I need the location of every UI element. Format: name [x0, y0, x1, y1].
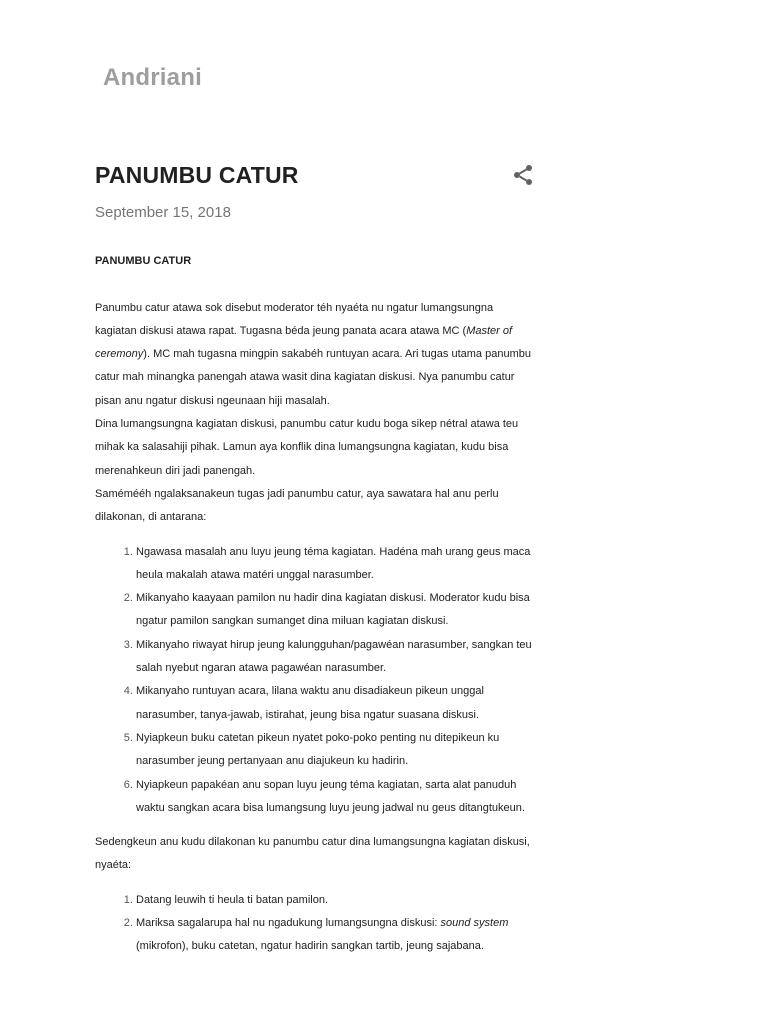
list-item: 4. Mikanyaho runtuyan acara, lilana waktu anu disadiakeun pikeun unggal narasumber, tanya-jawab, istirahat, jeung bisa ngatur suasana diskusi.	[136, 680, 537, 727]
share-icon[interactable]	[511, 163, 535, 187]
post-subheading: PANUMBU CATUR	[95, 255, 192, 267]
list-item: 1. Datang leuwih ti heula ti batan pamilon.	[136, 889, 537, 912]
intro-paragraph-3: Samémééh ngalaksanakeun tugas jadi panumbu catur, aya sawatara hal anu perlu dilakonan, di antarana:	[95, 487, 499, 524]
blog-title-link[interactable]: Andriani	[103, 64, 202, 91]
post-date: September 15, 2018	[95, 204, 231, 221]
post-body	[95, 250, 537, 959]
list-item: 2. Mikanyaho kaayaan pamilon nu hadir dina kagiatan diskusi. Moderator kudu bisa ngatur pamilon sangkan sumanget dina miluan kagiatan diskusi.	[136, 587, 537, 634]
intro-paragraph-2: Dina lumangsungna kagiatan diskusi, panumbu catur kudu boga sikep nétral atawa teu mihak ka salasahiji pihak. Lamun aya konflik dina lumangsungna kagiatan, kudu bisa merenahkeun diri jadi panengah.	[95, 418, 519, 477]
list-item: 5. Nyiapkeun buku catetan pikeun nyatet poko-poko penting nu ditepikeun ku narasumber jeung pertanyaan anu diajukeun ku hadirin.	[136, 727, 537, 774]
post-header	[95, 158, 537, 192]
list-item: 3. Mikanyaho riwayat hirup jeung kalungguhan/pagawéan narasumber, sangkan teu salah nyebut ngaran atawa pagawéan narasumber.	[136, 634, 537, 681]
list-item: 6. Nyiapkeun papakéan anu sopan luyu jeung téma kagiatan, sarta alat panuduh waktu sangkan acara bisa lumangsung luyu jeung jadwal nu geus ditangtukeun.	[136, 774, 537, 821]
intro-paragraph-1: Panumbu catur atawa sok disebut moderator téh nyaéta nu ngatur lumangsungna kagiatan diskusi atawa rapat. Tugasna béda jeung panata acara atawa MC (Master of ceremony). MC mah tugasna mingpin sakabéh runtuyan acara. Ari tugas utama panumbu catur mah minangka panengah atawa wasit dina kagiatan diskusi. Nya panumbu catur pisan anu ngatur diskusi ngeunaan hiji masalah.	[95, 301, 531, 407]
list-item: 1. Ngawasa masalah anu luyu jeung téma kagiatan. Hadéna mah urang geus maca heula makalah atawa matéri unggal narasumber.	[136, 541, 537, 588]
during-discussion-list	[95, 889, 537, 959]
intro-paragraphs	[95, 297, 537, 530]
list-item: 2. Mariksa sagalarupa hal nu ngadukung lumangsungna diskusi: sound system (mikrofon), buku catetan, ngatur hadirin sangkan tartib, jeung sajabana.	[136, 912, 537, 959]
paragraph-4: Sedengkeun anu kudu dilakonan ku panumbu catur dina lumangsungna kagiatan diskusi, nyaéta:	[95, 836, 530, 872]
preparation-list	[95, 541, 537, 821]
post-title: PANUMBU CATUR	[95, 162, 299, 188]
